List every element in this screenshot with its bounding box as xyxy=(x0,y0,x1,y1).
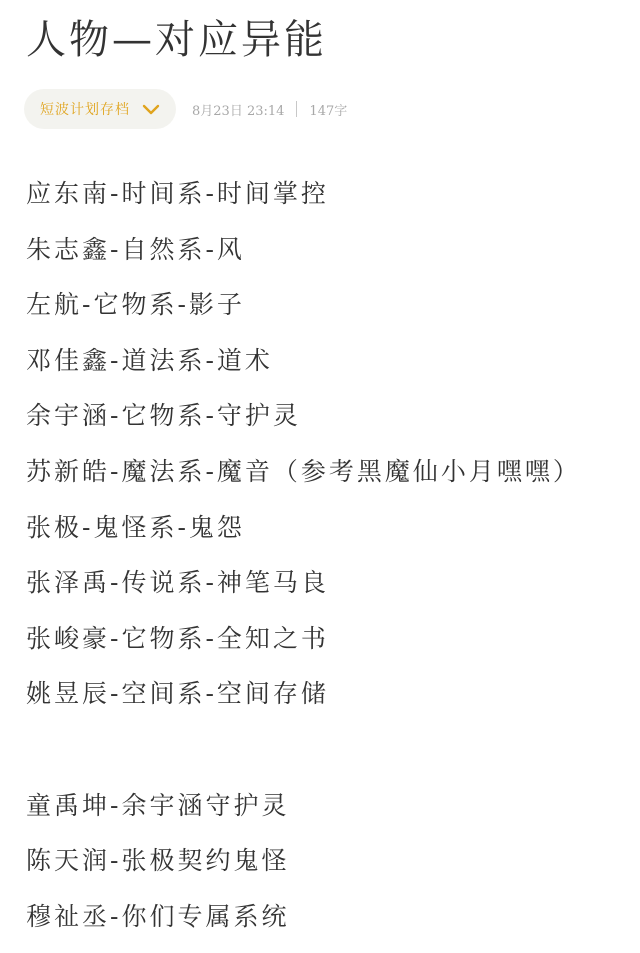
note-title[interactable]: 人物—对应异能 xyxy=(26,17,327,63)
note-line: 余宇涵-它物系-守护灵 xyxy=(26,401,301,431)
note-line: 姚昱辰-空间系-空间存储 xyxy=(26,679,329,709)
note-line: 邓佳鑫-道法系-道术 xyxy=(26,345,273,375)
chevron-down-icon xyxy=(140,98,162,120)
folder-label: 短波计划存档 xyxy=(40,102,130,118)
note-line: 张峻豪-它物系-全知之书 xyxy=(26,623,329,653)
note-line: 张极-鬼怪系-鬼怨 xyxy=(26,512,245,542)
note-line: 童禹坤-余宇涵守护灵 xyxy=(26,790,290,820)
note-date: 8月23日 23:14 xyxy=(192,103,285,119)
note-line: 朱志鑫-自然系-风 xyxy=(26,234,245,264)
note-line: 应东南-时间系-时间掌控 xyxy=(26,179,329,208)
meta-divider xyxy=(296,101,297,117)
word-count: 147字 xyxy=(309,103,348,119)
note-line: 陈天润-张极契约鬼怪 xyxy=(26,846,290,876)
folder-selector-button[interactable] xyxy=(24,89,176,129)
note-line: 张泽禹-传说系-神笔马良 xyxy=(26,568,329,598)
note-line: 穆祉丞-你们专属系统 xyxy=(26,901,290,931)
note-meta-row xyxy=(24,88,347,130)
blank-line xyxy=(26,722,636,778)
note-line: 苏新皓-魔法系-魔音（参考黑魔仙小月嘿嘿） xyxy=(26,456,581,486)
note-line: 左航-它物系-影子 xyxy=(26,290,245,320)
note-body[interactable] xyxy=(26,166,636,944)
